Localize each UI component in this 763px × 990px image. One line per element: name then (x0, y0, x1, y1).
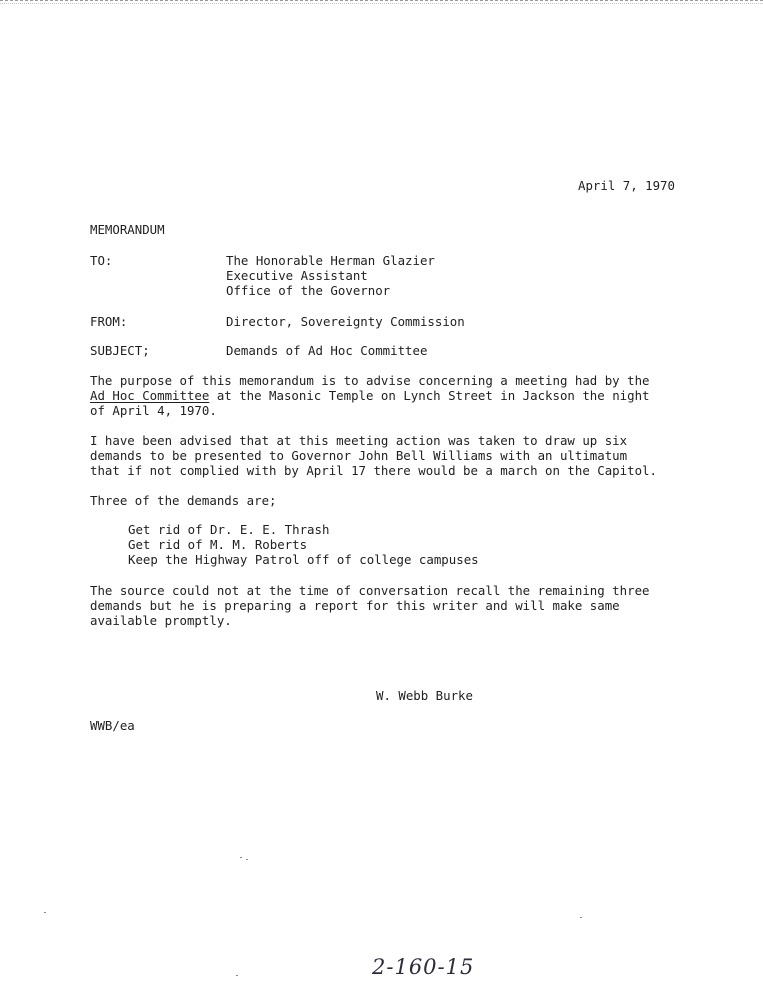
paragraph-source-line-2: demands but he is preparing a report for this writer and will make same (90, 598, 620, 613)
typist-initials: WWB/ea (90, 718, 135, 733)
paragraph-purpose-line-3: of April 4, 1970. (90, 403, 217, 418)
paragraph-purpose-line-2-rest: at the Masonic Temple on Lynch Street in Jackson the night (209, 388, 650, 403)
memo-date: April 7, 1970 (578, 178, 675, 193)
scan-speck (580, 917, 582, 918)
to-label: TO: (90, 253, 113, 268)
demand-item: Get rid of Dr. E. E. Thrash (128, 522, 330, 537)
subject-value: Demands of Ad Hoc Committee (226, 343, 428, 358)
from-label: FROM: (90, 314, 128, 329)
to-line-name: The Honorable Herman Glazier (226, 253, 435, 268)
paragraph-source (90, 583, 650, 628)
scan-speck (240, 857, 242, 858)
page-top-edge (0, 0, 763, 4)
scan-speck (44, 912, 46, 913)
memo-heading: MEMORANDUM (90, 222, 165, 237)
paragraph-purpose-line-1: The purpose of this memorandum is to advise concerning a meeting had by the (90, 373, 650, 388)
paragraph-source-line-1: The source could not at the time of conversation recall the remaining three (90, 583, 650, 598)
to-line-title: Executive Assistant (226, 268, 368, 283)
scan-speck (236, 975, 238, 976)
demand-item: Get rid of M. M. Roberts (128, 537, 308, 552)
demands-intro: Three of the demands are; (90, 493, 277, 508)
ad-hoc-committee-underlined: Ad Hoc Committee (90, 388, 210, 403)
paragraph-source-line-3: available promptly. (90, 613, 232, 628)
paragraph-purpose (90, 373, 650, 418)
demand-item: Keep the Highway Patrol off of college campuses (128, 552, 479, 567)
paragraph-purpose-line-2 (90, 388, 650, 403)
paragraph-advised-line-1: I have been advised that at this meeting action was taken to draw up six (90, 433, 628, 448)
subject-label: SUBJECT; (90, 343, 150, 358)
from-value: Director, Sovereignty Commission (226, 314, 465, 329)
paragraph-advised-line-2: demands to be presented to Governor John Bell Williams with an ultimatum (90, 448, 628, 463)
signature-name: W. Webb Burke (376, 688, 473, 703)
scan-speck (246, 859, 248, 860)
to-recipient-block (226, 253, 435, 298)
paragraph-advised (90, 433, 657, 478)
to-line-office: Office of the Governor (226, 283, 391, 298)
handwritten-file-number: 2-160-15 (372, 955, 475, 979)
paragraph-advised-line-3: that if not complied with by April 17 there would be a march on the Capitol. (90, 463, 657, 478)
demands-list (128, 522, 479, 567)
